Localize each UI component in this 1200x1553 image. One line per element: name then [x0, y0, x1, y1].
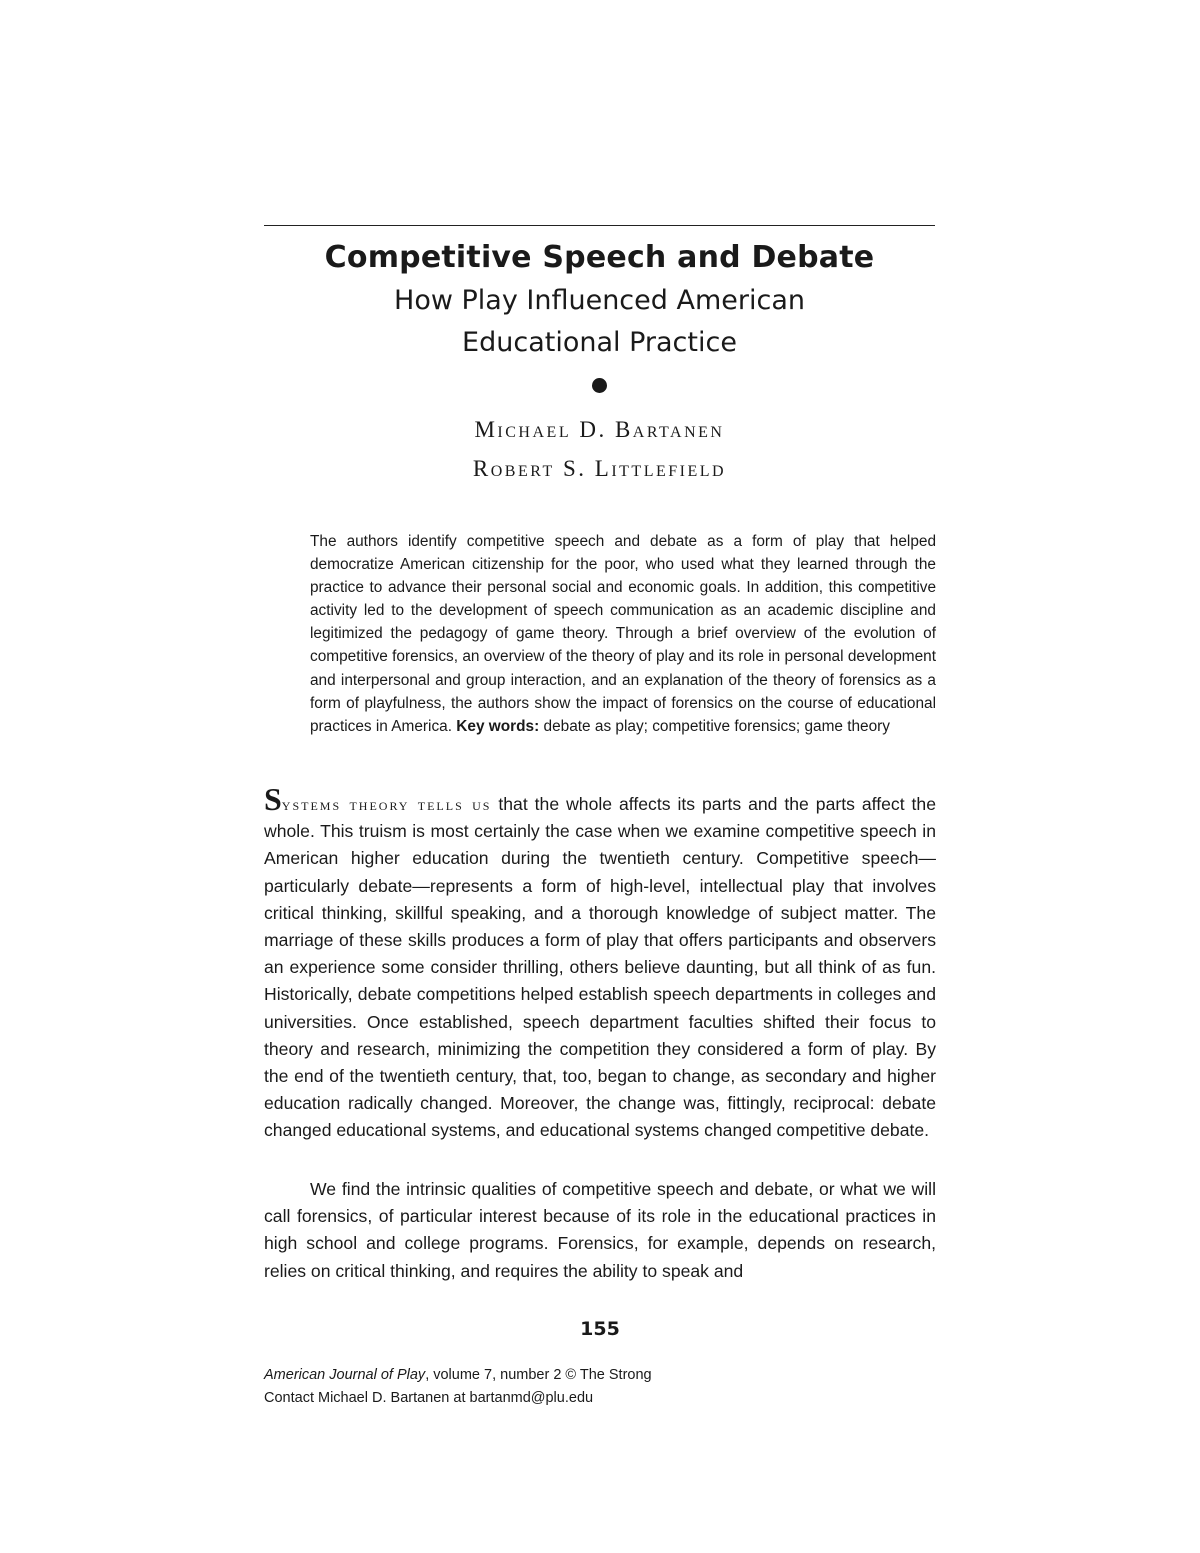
paragraph-1-text: that the whole affects its parts and the parts affect the whole. This truism is most certainly the case when we examine competitive speech in American higher education during the twentieth century. Competitive speech—particularly debate—represents a form of high-level, intellectual play that involves critical thinking, skillful speaking, and a thorough knowledge of subject matter. The marriage of these skills produces a form of play that offers participants and observers an experience some consider thrilling, others believe daunting, but all think of as fun. Historically, debate competitions helped establish speech departments in colleges and universities. Once established, speech department faculties shifted their focus to theory and research, minimizing the competition they considered a form of play. By the end of the twentieth century, that, too, began to change, as secondary and higher education radically changed. Moreover, the change was, fittingly, reciprocal: debate changed educational systems, and educational systems changed competitive debate.: [264, 794, 936, 1141]
subtitle-line-1: How Play Influenced American: [394, 285, 805, 316]
article-subtitle: [264, 280, 935, 364]
separator-bullet: [592, 378, 607, 393]
lead-in-small-caps: ystems theory tells us: [281, 795, 492, 814]
author-2: Robert S. Littlefield: [472, 456, 727, 481]
page-number: 155: [580, 1318, 620, 1340]
keywords: debate as play; competitive forensics; game theory: [543, 717, 891, 735]
citation-details: , volume 7, number 2 © The Strong: [425, 1367, 652, 1383]
subtitle-line-2: Educational Practice: [462, 327, 737, 358]
journal-name: American Journal of Play: [264, 1367, 426, 1383]
title-rule: [264, 225, 935, 226]
keywords-label: Key words:: [456, 717, 540, 735]
abstract: [310, 530, 936, 738]
body-paragraph-1: [264, 781, 936, 1145]
article-title: Competitive Speech and Debate: [324, 240, 875, 275]
contact-footer: Contact Michael D. Bartanen at bartanmd@plu.edu: [264, 1390, 594, 1406]
body-paragraph-2: We find the intrinsic qualities of competitive speech and debate, or what we will call forensics, of particular interest because of its role in the educational practices in high school and college programs. Forensics, for example, depends on research, relies on critical thinking, and requires the ability to speak and: [264, 1179, 936, 1281]
drop-cap: S: [264, 781, 282, 817]
citation-footer: [264, 1364, 936, 1386]
abstract-text: The authors identify competitive speech and debate as a form of play that helped democratize American citizenship for the poor, who used what they learned through the practice to advance their personal social and economic goals. In addition, this competitive activity led to the development of speech communication as an academic discipline and legitimized the pedagogy of game theory. Through a brief overview of the evolution of competitive forensics, an overview of the theory of play and its role in personal development and interpersonal and group interaction, and an explanation of the theory of forensics as a form of playfulness, the authors show the impact of forensics on the course of educational practices in America.: [310, 533, 936, 735]
author-1: Michael D. Bartanen: [474, 417, 725, 442]
